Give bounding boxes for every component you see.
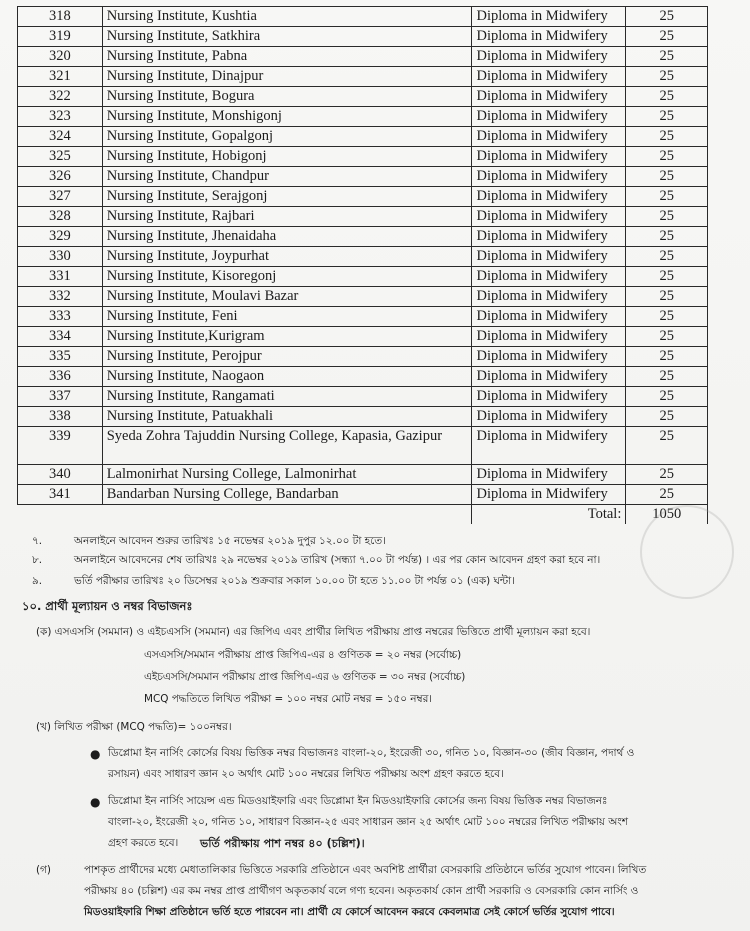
course-cell: Diploma in Midwifery <box>472 107 626 127</box>
serial-cell: 320 <box>18 47 103 67</box>
course-cell: Diploma in Midwifery <box>472 485 626 505</box>
bullet-dot: ● <box>90 747 101 761</box>
total-blank-cell <box>18 505 472 525</box>
institute-cell: Lalmonirhat Nursing College, Lalmonirhat <box>102 465 472 485</box>
serial-cell: 318 <box>18 7 103 27</box>
serial-cell: 321 <box>18 67 103 87</box>
institute-cell: Nursing Institute, Serajgonj <box>102 187 472 207</box>
institute-cell: Nursing Institute, Kushtia <box>102 7 472 27</box>
seats-cell: 25 <box>626 47 708 67</box>
institute-cell: Nursing Institute, Dinajpur <box>102 67 472 87</box>
note-9-text: ভর্তি পরীক্ষার তারিখঃ ২০ ডিসেম্বর ২০১৯ শুক্রবার সকাল ১০.০০ টা হতে ১১.০০ টা পর্যন্ত ০১ (এক) ঘন্টা। <box>74 575 515 587</box>
institute-cell: Nursing Institute, Patuakhali <box>102 407 472 427</box>
course-cell: Diploma in Midwifery <box>472 367 626 387</box>
table-row <box>18 247 708 267</box>
seats-cell: 25 <box>626 147 708 167</box>
seats-cell: 25 <box>626 107 708 127</box>
table-row <box>18 387 708 407</box>
note-7-number: ৭. <box>32 535 43 547</box>
seats-cell: 25 <box>626 67 708 87</box>
institute-cell: Nursing Institute, Bogura <box>102 87 472 107</box>
calc-mcq-line: MCQ পদ্ধতিতে লিখিত পরীক্ষা = ১০০ নম্বর মোট নম্বর = ১৫০ নম্বর। <box>144 693 433 705</box>
section-10-heading: ১০. প্রার্থী মূল্যায়ন ও নম্বর বিভাজনঃ <box>22 599 193 613</box>
seats-cell: 25 <box>626 287 708 307</box>
table-row <box>18 47 708 67</box>
table-row <box>18 427 708 465</box>
course-cell: Diploma in Midwifery <box>472 427 626 465</box>
institute-cell: Nursing Institute, Perojpur <box>102 347 472 367</box>
total-value: 1050 <box>626 505 708 525</box>
table-row <box>18 207 708 227</box>
serial-cell: 328 <box>18 207 103 227</box>
serial-cell: 319 <box>18 27 103 47</box>
seats-cell: 25 <box>626 127 708 147</box>
serial-cell: 327 <box>18 187 103 207</box>
serial-cell: 341 <box>18 485 103 505</box>
serial-cell: 335 <box>18 347 103 367</box>
course-cell: Diploma in Midwifery <box>472 465 626 485</box>
table-row <box>18 7 708 27</box>
institute-cell: Nursing Institute, Pabna <box>102 47 472 67</box>
serial-cell: 340 <box>18 465 103 485</box>
institute-cell: Nursing Institute, Rangamati <box>102 387 472 407</box>
serial-cell: 339 <box>18 427 103 465</box>
table-row <box>18 27 708 47</box>
table-row <box>18 287 708 307</box>
bullet-dot: ● <box>90 795 101 809</box>
course-cell: Diploma in Midwifery <box>472 207 626 227</box>
course-cell: Diploma in Midwifery <box>472 187 626 207</box>
course-cell: Diploma in Midwifery <box>472 267 626 287</box>
institute-cell: Nursing Institute, Hobigonj <box>102 147 472 167</box>
seats-cell: 25 <box>626 367 708 387</box>
seats-cell: 25 <box>626 485 708 505</box>
course-cell: Diploma in Midwifery <box>472 287 626 307</box>
course-cell: Diploma in Midwifery <box>472 7 626 27</box>
serial-cell: 323 <box>18 107 103 127</box>
course-cell: Diploma in Midwifery <box>472 147 626 167</box>
serial-cell: 322 <box>18 87 103 107</box>
table-row <box>18 367 708 387</box>
institute-cell: Nursing Institute, Kisoregonj <box>102 267 472 287</box>
table-row <box>18 407 708 427</box>
note-8-number: ৮. <box>32 554 43 566</box>
seats-cell: 25 <box>626 387 708 407</box>
seats-cell: 25 <box>626 427 708 465</box>
table-row <box>18 307 708 327</box>
institute-cell: Nursing Institute, Moulavi Bazar <box>102 287 472 307</box>
seats-cell: 25 <box>626 347 708 367</box>
course-cell: Diploma in Midwifery <box>472 167 626 187</box>
course-cell: Diploma in Midwifery <box>472 227 626 247</box>
section-kha-text: (খ) লিখিত পরীক্ষা (MCQ পদ্ধতি)= ১০০নম্বর। <box>36 721 232 733</box>
seats-cell: 25 <box>626 167 708 187</box>
serial-cell: 333 <box>18 307 103 327</box>
serial-cell: 324 <box>18 127 103 147</box>
serial-cell: 336 <box>18 367 103 387</box>
calc-ssc-line: এসএসসি/সমমান পরীক্ষায় প্রাপ্ত জিপিএ-এর ৪ গুণিতক = ২০ নম্বর (সর্বোচ্চ) <box>144 649 462 661</box>
seats-cell: 25 <box>626 407 708 427</box>
institute-cell: Nursing Institute, Chandpur <box>102 167 472 187</box>
institute-cell: Nursing Institute, Satkhira <box>102 27 472 47</box>
table-row <box>18 107 708 127</box>
calc-hsc-line: এইচএসসি/সমমান পরীক্ষায় প্রাপ্ত জিপিএ-এর ৬ গুণিতক = ৩০ নম্বর (সর্বোচ্চ) <box>144 671 466 683</box>
institute-cell: Nursing Institute, Joypurhat <box>102 247 472 267</box>
serial-cell: 326 <box>18 167 103 187</box>
pass-mark-text: ভর্তি পরীক্ষায় পাশ নম্বর ৪০ (চল্লিশ)। <box>200 837 365 850</box>
seats-cell: 25 <box>626 187 708 207</box>
serial-cell: 325 <box>18 147 103 167</box>
table-row <box>18 67 708 87</box>
course-cell: Diploma in Midwifery <box>472 47 626 67</box>
serial-cell: 329 <box>18 227 103 247</box>
seats-cell: 25 <box>626 227 708 247</box>
institute-cell: Nursing Institute,Kurigram <box>102 327 472 347</box>
table-row <box>18 167 708 187</box>
watermark-stamp <box>640 505 734 599</box>
institute-cell: Nursing Institute, Rajbari <box>102 207 472 227</box>
institute-cell: Nursing Institute, Feni <box>102 307 472 327</box>
institute-cell: Nursing Institute, Jhenaidaha <box>102 227 472 247</box>
seats-cell: 25 <box>626 267 708 287</box>
note-7-text: অনলাইনে আবেদন শুরুর তারিখঃ ১৫ নভেম্বর ২০১৯ দুপুর ১২.০০ টা হতে। <box>74 535 386 547</box>
serial-cell: 337 <box>18 387 103 407</box>
course-cell: Diploma in Midwifery <box>472 307 626 327</box>
table-row <box>18 87 708 107</box>
bullet-1-line-1: ডিপ্লোমা ইন নার্সিং কোর্সের বিষয় ভিত্তিক নম্বর বিভাজনঃ বাংলা-২০, ইংরেজী ৩০, গনিত ১০, বিজ্ঞান-৩০ (জীব বিজ্ঞান, পদার্থ ও <box>108 747 635 759</box>
bullet-1-line-2: রসায়ন) এবং সাধারণ জ্ঞান ২০ অর্থাৎ মোট ১০০ নম্বরের লিখিত পরীক্ষায় অংশ গ্রহণ করতে হবে। <box>108 768 504 780</box>
course-cell: Diploma in Midwifery <box>472 87 626 107</box>
seats-cell: 25 <box>626 207 708 227</box>
course-cell: Diploma in Midwifery <box>472 127 626 147</box>
serial-cell: 334 <box>18 327 103 347</box>
seat-distribution-table <box>17 6 708 524</box>
table-row <box>18 347 708 367</box>
course-cell: Diploma in Midwifery <box>472 347 626 367</box>
table-row <box>18 267 708 287</box>
course-cell: Diploma in Midwifery <box>472 327 626 347</box>
table-row <box>18 187 708 207</box>
table-body <box>18 7 708 525</box>
section-ga-line-2: পরীক্ষায় ৪০ (চল্লিশ) এর কম নম্বর প্রাপ্ত প্রার্থীগণ অকৃতকার্য বলে গণ্য হবেন। অকৃতকার্য কোন প্রার্থী সরকারি ও বেসরকারি কোন নার্সিং ও <box>84 885 639 897</box>
institute-cell: Bandarban Nursing College, Bandarban <box>102 485 472 505</box>
section-ga-number: (গ) <box>36 864 51 876</box>
table-row <box>18 227 708 247</box>
serial-cell: 332 <box>18 287 103 307</box>
serial-cell: 330 <box>18 247 103 267</box>
bullet-2-line-2: বাংলা-২০, ইংরেজী ২০, গনিত ১০, সাধারণ বিজ্ঞান-২৫ এবং সাধারন জ্ঞান ২৫ অর্থাৎ মোট ১০০ নম্বরের লিখিত পরীক্ষায় অংশ <box>108 816 628 828</box>
course-cell: Diploma in Midwifery <box>472 247 626 267</box>
seats-cell: 25 <box>626 465 708 485</box>
seats-cell: 25 <box>626 327 708 347</box>
seats-cell: 25 <box>626 27 708 47</box>
course-cell: Diploma in Midwifery <box>472 67 626 87</box>
seats-cell: 25 <box>626 87 708 107</box>
table-row <box>18 485 708 505</box>
institute-cell: Syeda Zohra Tajuddin Nursing College, Kapasia, Gazipur <box>102 427 472 465</box>
section-ga-line-1: পাশকৃত প্রার্থীদের মধ্যে মেধাতালিকার ভিত্তিতে সরকারি প্রতিষ্ঠানে এবং অবশিষ্ট প্রার্থীরা বেসরকারি প্রতিষ্ঠানে ভর্তির সুযোগ পাবেন। লিখিত <box>84 864 647 876</box>
institute-cell: Nursing Institute, Gopalgonj <box>102 127 472 147</box>
serial-cell: 331 <box>18 267 103 287</box>
serial-cell: 338 <box>18 407 103 427</box>
course-cell: Diploma in Midwifery <box>472 387 626 407</box>
table-row <box>18 465 708 485</box>
total-label: Total: <box>472 505 626 525</box>
table-row <box>18 127 708 147</box>
course-cell: Diploma in Midwifery <box>472 407 626 427</box>
institute-cell: Nursing Institute, Monshigonj <box>102 107 472 127</box>
bullet-2-line-1: ডিপ্লোমা ইন নার্সিং সায়েন্স এন্ড মিডওয়াইফারি এবং ডিপ্লোমা ইন মিডওয়াইফারি কোর্সের জন্য বিষয় ভিত্তিক নম্বর বিভাজনঃ <box>108 795 608 807</box>
note-9-number: ৯. <box>32 575 43 587</box>
section-ka-text: (ক) এসএসসি (সমমান) ও এইচএসসি (সমমান) এর জিপিএ এবং প্রার্থীর লিখিত পরীক্ষায় প্রাপ্ত নম্বরের ভিত্তিতে প্রার্থী মূল্যায়ন করা হবে। <box>36 626 591 638</box>
seats-cell: 25 <box>626 7 708 27</box>
section-ga-line-3: মিডওয়াইফারি শিক্ষা প্রতিষ্ঠানে ভর্তি হতে পারবেন না। প্রার্থী যে কোর্সে আবেদন করবে কেবলমাত্র সেই কোর্সে ভর্তির সুযোগ পাবে। <box>84 906 615 918</box>
seats-cell: 25 <box>626 247 708 267</box>
institute-cell: Nursing Institute, Naogaon <box>102 367 472 387</box>
table-row <box>18 327 708 347</box>
table-row <box>18 147 708 167</box>
bullet-2-line-3a: গ্রহণ করতে হবে। <box>108 837 179 849</box>
seats-cell: 25 <box>626 307 708 327</box>
note-8-text: অনলাইনে আবেদনের শেষ তারিখঃ ২৯ নভেম্বর ২০১৯ তারিখ (সন্ধ্যা ৭.০০ টা পর্যন্ত) । এর পর কোন আবেদন গ্রহণ করা হবে না। <box>74 554 601 566</box>
course-cell: Diploma in Midwifery <box>472 27 626 47</box>
total-row <box>18 505 708 525</box>
